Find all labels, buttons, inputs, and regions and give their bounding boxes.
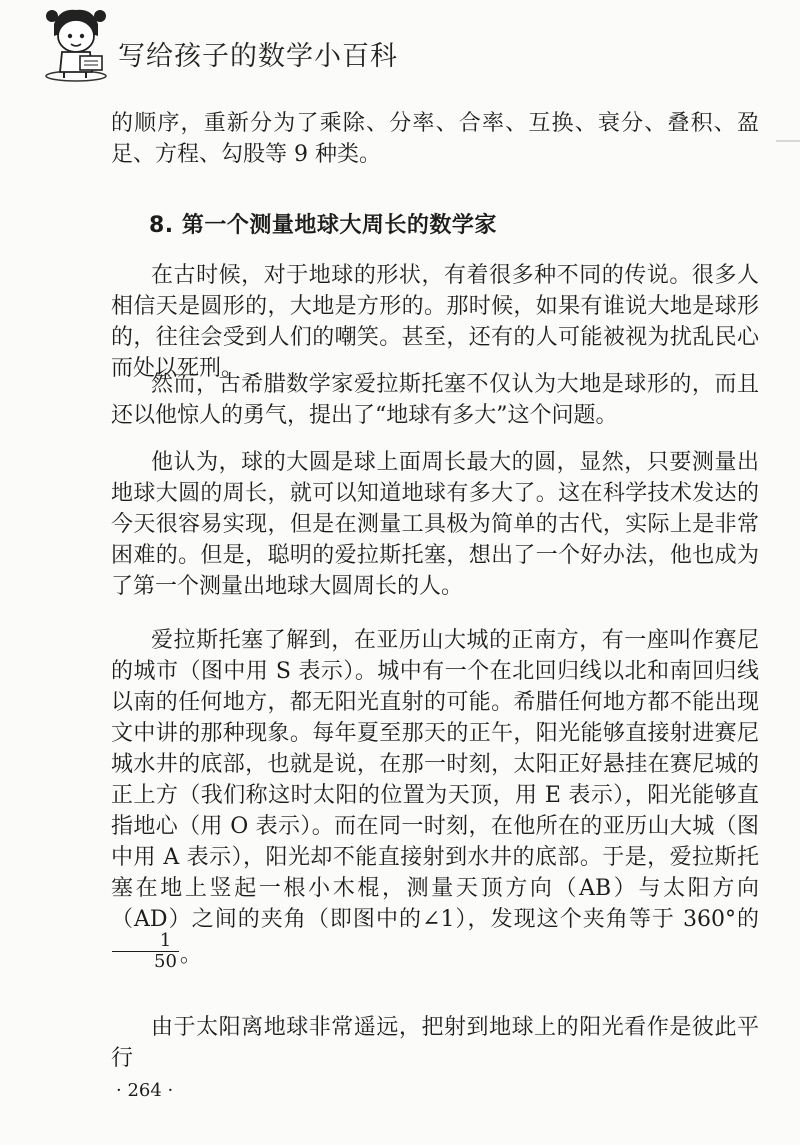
fraction-one-fiftieth — [112, 931, 179, 972]
girl-mascot-icon — [40, 6, 112, 82]
running-header — [40, 6, 460, 84]
series-title: 写给孩子的数学小百科 — [118, 41, 398, 72]
paragraph-3: 他认为，球的大圆是球上面周长最大的圆，显然，只要测量出地球大圆的周长，就可以知道地球有多大了。这在科学技术发达的今天很容易实现，但是在测量工具极为简单的古代，实际上是非常困难的。但是，聪明的爱拉斯托塞，想出了一个好办法，他也成为了第一个测量出地球大圆周长的人。 — [111, 450, 759, 599]
fraction-numerator: 1 — [112, 931, 179, 952]
paragraph-4-end: 。 — [179, 942, 202, 968]
scan-edge-mark — [776, 140, 800, 142]
paragraph-2: 然而，古希腊数学家爱拉斯托塞不仅认为大地是球形的，而且还以他惊人的勇气，提出了“地球有多大”这个问题。 — [111, 372, 759, 428]
section-heading: 8. 第一个测量地球大周长的数学家 — [149, 213, 497, 238]
paragraph-5: 由于太阳离地球非常遥远，把射到地球上的阳光看作是彼此平行 — [111, 1015, 759, 1071]
paragraph-1: 在古时候，对于地球的形状，有着很多种不同的传说。很多人相信天是圆形的，大地是方形的。那时候，如果有谁说大地是球形的，往往会受到人们的嘲笑。甚至，还有的人可能被视为扰乱民心而处以死刑。 — [111, 263, 759, 381]
paragraph-continuation: 的顺序，重新分为了乘除、分率、合率、互换、衰分、叠积、盈足、方程、勾股等 9 种类。 — [111, 111, 759, 167]
fraction-denominator: 50 — [154, 951, 177, 972]
paragraph-4-text: 爱拉斯托塞了解到，在亚历山大城的正南方，有一座叫作赛尼的城市（图中用 S 表示）。城中有一个在北回归线以北和南回归线以南的任何地方，都无阳光直射的可能。希腊任何地方都不能出现文中讲的那种现象。每年夏至那天的正午，阳光能够直接射进赛尼城水井的底部，也就是说，在那一时刻，太阳正好悬挂在赛尼城的正上方（我们称这时太阳的位置为天顶，用 E 表示），阳光能够直指地心（用 O 表示）。而在同一时刻，在他所在的亚历山大城（图中用 A 表示），阳光却不能直接射到水井的底部。于是，爱拉斯托塞在地上竖起一根小木棍，测量天顶方向（AB）与太阳方向（AD）之间的夹角（即图中的∠1），发现这个夹角等于 360°的 — [111, 628, 759, 932]
paragraph-4 — [111, 625, 759, 976]
page-number: · 264 · — [116, 1080, 174, 1101]
